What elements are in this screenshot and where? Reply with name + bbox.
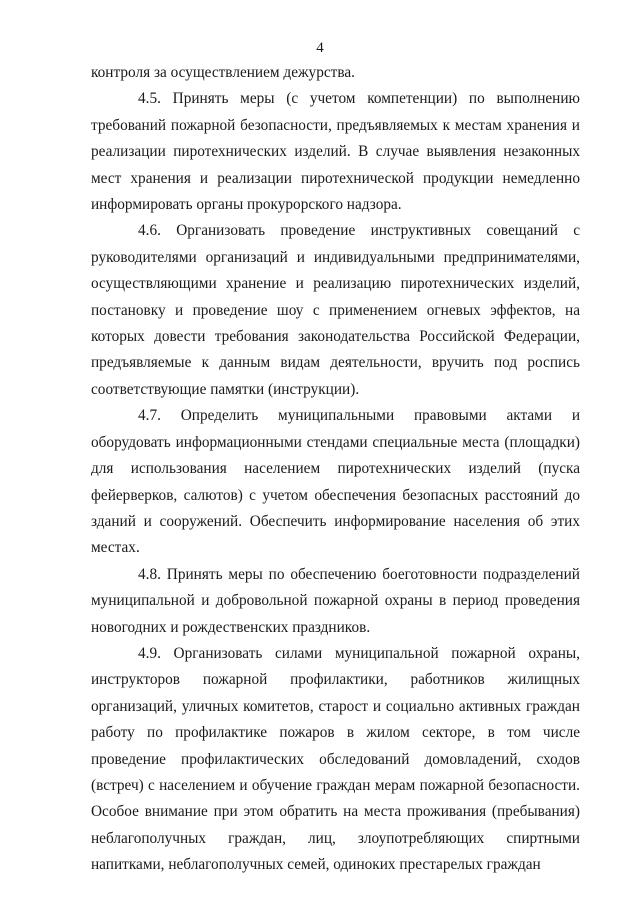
paragraph-4-9: 4.9. Организовать силами муниципальной пожарной охраны, инструкторов пожарной профилактики, работников жилищных организаций, уличных комитетов, старост и социально активных граждан работу по профилактике пожаров в жилом секторе, в том числе проведение профилактических обследований домовладений, сходов (встреч) с населением и обучение граждан мерам пожарной безопасности. Особое внимание при этом обратить на места проживания (пребывания) неблагополучных граждан, лиц, злоупотребляющих спиртными напитками, неблагополучных семей, одиноких престарелых граждан bbox=[91, 644, 580, 874]
paragraph-4-5: 4.5. Принять меры (с учетом компетенции) по выполнению требований пожарной безопасности, предъявляемых к местам хранения и реализации пиротехнических изделий. В случае выявления незаконных мест хранения и реализации пиротехнической продукции немедленно информировать органы прокурорского надзора. bbox=[91, 90, 580, 214]
paragraph-4-6: 4.6. Организовать проведение инструктивных совещаний с руководителями организаций и индивидуальными предпринимателями, осуществляющими хранение и реализацию пиротехнических изделий, постановку и проведение шоу с применением огневых эффектов, на которых довести требования законодательства Российской Федерации, предъявляемые к данным видам деятельности, вручить под роспись соответствующие памятки (инструкции). bbox=[91, 222, 580, 398]
body-text bbox=[91, 60, 580, 879]
paragraph-4-8: 4.8. Принять меры по обеспечению боеготовности подразделений муниципальной и добровольной пожарной охраны в период проведения новогодних и рождественских праздников. bbox=[91, 565, 580, 636]
page-number: 4 bbox=[316, 40, 324, 56]
paragraph-4-7: 4.7. Определить муниципальными правовыми актами и оборудовать информационными стендами специальные места (площадки) для использования населением пиротехнических изделий (пуска фейерверков, салютов) с учетом обеспечения безопасных расстояний до зданий и сооружений. Обеспечить информирование населения об этих местах. bbox=[91, 407, 580, 557]
paragraph-continuation: контроля за осуществлением дежурства. bbox=[91, 64, 355, 81]
